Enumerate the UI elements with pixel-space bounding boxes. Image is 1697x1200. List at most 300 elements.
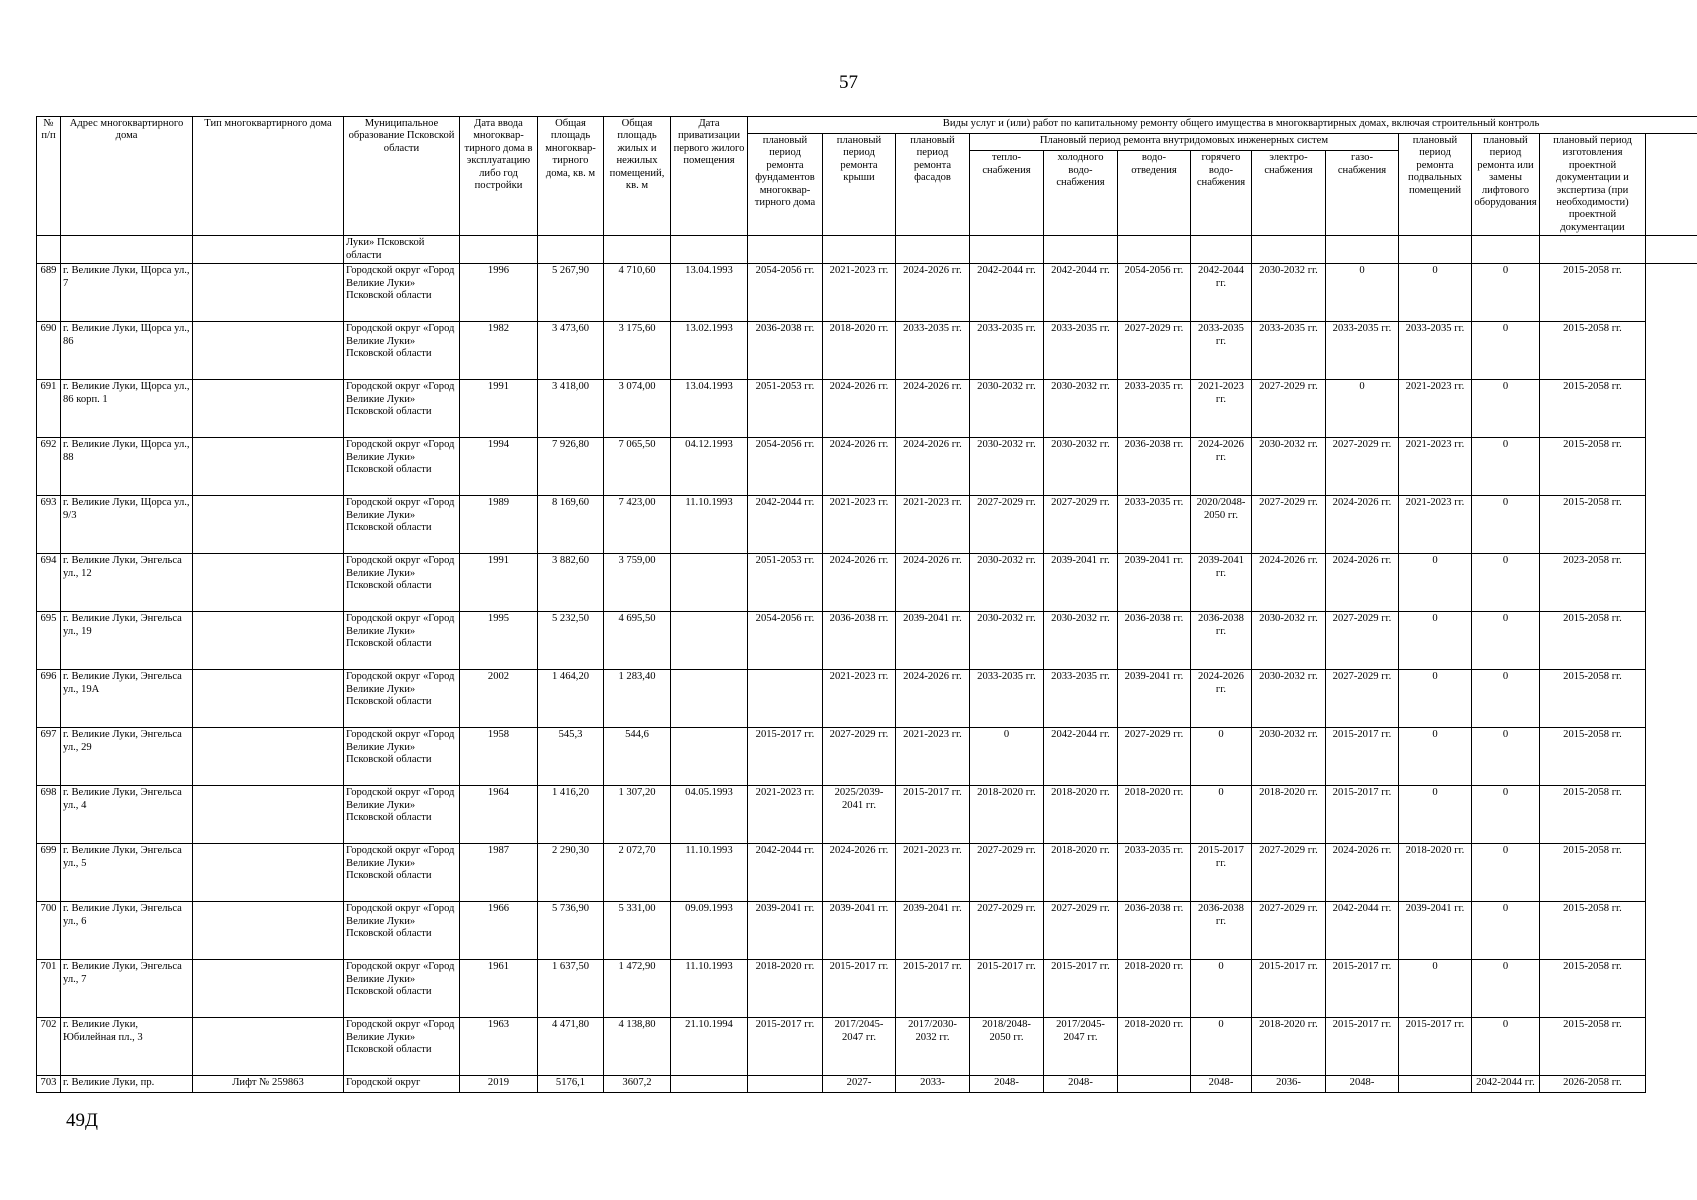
table-row — [37, 438, 1697, 496]
row-hot-water: 2039-2041 гг. — [1191, 554, 1252, 612]
row-hot-water: 2036-2038 гг. — [1191, 902, 1252, 960]
row-year: 1991 — [460, 554, 538, 612]
row-living-area: 5 331,00 — [604, 902, 671, 960]
header-total-area: Общая площадь многоквар-тирного дома, кв. м — [538, 117, 604, 236]
table-row — [37, 496, 1697, 554]
row-municipality: Городской округ «Город Великие Луки» Псковской области — [344, 786, 460, 844]
row-foundation — [748, 670, 823, 728]
row-living-area: 544,6 — [604, 728, 671, 786]
header-gas: газо-снабжения — [1326, 151, 1399, 236]
row-privatization-date: 11.10.1993 — [671, 960, 748, 1018]
row-foundation: 2021-2023 гг. — [748, 786, 823, 844]
row-total-area: 3 473,60 — [538, 322, 604, 380]
row-roof: 2021-2023 гг. — [823, 670, 896, 728]
row-sewer: 2039-2041 гг. — [1118, 670, 1191, 728]
row-living-area: 3 074,00 — [604, 380, 671, 438]
row-design-docs: 2023-2058 гг. — [1540, 554, 1646, 612]
row-roof: 2027-2029 гг. — [823, 728, 896, 786]
row-sewer — [1118, 1076, 1191, 1093]
row-gas: 0 — [1326, 380, 1399, 438]
row-elevator: 0 — [1472, 554, 1540, 612]
row-municipality: Городской округ «Город Великие Луки» Псковской области — [344, 902, 460, 960]
row-basement: 2021-2023 гг. — [1399, 438, 1472, 496]
row-heat: 2027-2029 гг. — [970, 902, 1044, 960]
row-total-area: 3 882,60 — [538, 554, 604, 612]
row-sewer: 2036-2038 гг. — [1118, 902, 1191, 960]
row-living-area: 3 759,00 — [604, 554, 671, 612]
row-gas: 2027-2029 гг. — [1326, 670, 1399, 728]
table-row — [37, 1076, 1697, 1093]
row-municipality: Городской округ «Город Великие Луки» Псковской области — [344, 670, 460, 728]
row-gas: 2024-2026 гг. — [1326, 496, 1399, 554]
row-design-docs: 2015-2058 гг. — [1540, 728, 1646, 786]
row-address: г. Великие Луки, Щорса ул., 86 — [61, 322, 193, 380]
row-roof: 2024-2026 гг. — [823, 554, 896, 612]
row-cold-water: 2027-2029 гг. — [1044, 902, 1118, 960]
header-cold-water: холодного водо-снабжения — [1044, 151, 1118, 236]
row-privatization-date: 04.05.1993 — [671, 786, 748, 844]
row-type — [193, 844, 344, 902]
row-sewer: 2027-2029 гг. — [1118, 322, 1191, 380]
row-foundation: 2039-2041 гг. — [748, 902, 823, 960]
row-heat: 2027-2029 гг. — [970, 844, 1044, 902]
row-living-area: 1 307,20 — [604, 786, 671, 844]
row-living-area: 3607,2 — [604, 1076, 671, 1093]
row-total-area: 4 471,80 — [538, 1018, 604, 1076]
row-total-area: 1 637,50 — [538, 960, 604, 1018]
row-electric: 2018-2020 гг. — [1252, 1018, 1326, 1076]
row-design-docs: 2015-2058 гг. — [1540, 264, 1646, 322]
table-row — [37, 380, 1697, 438]
row-num: 694 — [37, 554, 61, 612]
row-basement: 2033-2035 гг. — [1399, 322, 1472, 380]
row-privatization-date: 11.10.1993 — [671, 844, 748, 902]
row-sewer: 2018-2020 гг. — [1118, 1018, 1191, 1076]
row-total-area: 7 926,80 — [538, 438, 604, 496]
row-total-area: 3 418,00 — [538, 380, 604, 438]
row-year: 1995 — [460, 612, 538, 670]
row-design-docs: 2015-2058 гг. — [1540, 438, 1646, 496]
row-heat: 0 — [970, 728, 1044, 786]
row-total-area: 545,3 — [538, 728, 604, 786]
row-hot-water: 2021-2023 гг. — [1191, 380, 1252, 438]
row-foundation: 2015-2017 гг. — [748, 1018, 823, 1076]
row-num: 697 — [37, 728, 61, 786]
row-electric: 2030-2032 гг. — [1252, 728, 1326, 786]
row-electric: 2018-2020 гг. — [1252, 786, 1326, 844]
row-hot-water: 0 — [1191, 728, 1252, 786]
row-heat: 2015-2017 гг. — [970, 960, 1044, 1018]
row-cold-water: 2042-2044 гг. — [1044, 728, 1118, 786]
row-cold-water: 2017/2045-2047 гг. — [1044, 1018, 1118, 1076]
row-hot-water: 2048- — [1191, 1076, 1252, 1093]
row-cold-water: 2030-2032 гг. — [1044, 380, 1118, 438]
header-heat: тепло-снабжения — [970, 151, 1044, 236]
row-hot-water: 2020/2048-2050 гг. — [1191, 496, 1252, 554]
row-cold-water: 2030-2032 гг. — [1044, 612, 1118, 670]
header-facade: плановый период ремонта фасадов — [896, 134, 970, 236]
row-address: г. Великие Луки, Энгельса ул., 6 — [61, 902, 193, 960]
row-cold-water: 2030-2032 гг. — [1044, 438, 1118, 496]
row-year: 1964 — [460, 786, 538, 844]
row-sewer: 2033-2035 гг. — [1118, 496, 1191, 554]
header-living-area: Общая площадь жилых и нежилых помещений, кв. м — [604, 117, 671, 236]
row-sewer: 2036-2038 гг. — [1118, 438, 1191, 496]
row-gas: 2015-2017 гг. — [1326, 960, 1399, 1018]
row-basement: 0 — [1399, 554, 1472, 612]
header-address: Адрес многоквартирного дома — [61, 117, 193, 236]
row-basement: 0 — [1399, 960, 1472, 1018]
table-row — [37, 844, 1697, 902]
row-heat: 2030-2032 гг. — [970, 380, 1044, 438]
row-cold-water: 2042-2044 гг. — [1044, 264, 1118, 322]
row-facade: 2024-2026 гг. — [896, 380, 970, 438]
header-design-docs: плановый период изготовления проектной документации и экспертиза (при необходимости) проектной документации — [1540, 134, 1646, 236]
row-living-area: 2 072,70 — [604, 844, 671, 902]
row-living-area: 7 065,50 — [604, 438, 671, 496]
row-basement: 0 — [1399, 264, 1472, 322]
row-elevator: 0 — [1472, 728, 1540, 786]
table-row — [37, 554, 1697, 612]
header-basement: плановый период ремонта подвальных помещений — [1399, 134, 1472, 236]
row-municipality: Городской округ «Город Великие Луки» Псковской области — [344, 844, 460, 902]
row-heat: 2018/2048-2050 гг. — [970, 1018, 1044, 1076]
row-electric: 2030-2032 гг. — [1252, 612, 1326, 670]
row-type — [193, 438, 344, 496]
row-heat: 2030-2032 гг. — [970, 554, 1044, 612]
row-basement: 0 — [1399, 612, 1472, 670]
row-year: 2019 — [460, 1076, 538, 1093]
row-roof: 2021-2023 гг. — [823, 264, 896, 322]
row-basement: 2039-2041 гг. — [1399, 902, 1472, 960]
row-year: 1989 — [460, 496, 538, 554]
row-total-area: 8 169,60 — [538, 496, 604, 554]
row-type — [193, 264, 344, 322]
row-year: 1991 — [460, 380, 538, 438]
row-sewer: 2033-2035 гг. — [1118, 380, 1191, 438]
row-roof: 2024-2026 гг. — [823, 844, 896, 902]
row-foundation: 2042-2044 гг. — [748, 844, 823, 902]
row-facade: 2021-2023 гг. — [896, 496, 970, 554]
row-sewer: 2039-2041 гг. — [1118, 554, 1191, 612]
header-works-group: Виды услуг и (или) работ по капитальному ремонту общего имущества в многоквартирных домах, включая строительный контроль — [748, 117, 1697, 134]
row-foundation: 2036-2038 гг. — [748, 322, 823, 380]
row-elevator: 0 — [1472, 786, 1540, 844]
row-privatization-date — [671, 670, 748, 728]
row-address: г. Великие Луки, Юбилейная пл., 3 — [61, 1018, 193, 1076]
row-year: 1963 — [460, 1018, 538, 1076]
row-municipality: Городской округ «Город Великие Луки» Псковской области — [344, 380, 460, 438]
row-privatization-date: 13.04.1993 — [671, 264, 748, 322]
row-foundation: 2051-2053 гг. — [748, 380, 823, 438]
header-sewer: водо-отведения — [1118, 151, 1191, 236]
footer-code: 49Д — [66, 1110, 98, 1131]
row-total-area: 5 267,90 — [538, 264, 604, 322]
row-type — [193, 902, 344, 960]
row-roof: 2015-2017 гг. — [823, 960, 896, 1018]
row-elevator: 0 — [1472, 844, 1540, 902]
row-num: 691 — [37, 380, 61, 438]
row-facade: 2021-2023 гг. — [896, 844, 970, 902]
row-basement: 2021-2023 гг. — [1399, 380, 1472, 438]
row-cold-water: 2033-2035 гг. — [1044, 670, 1118, 728]
row-electric: 2027-2029 гг. — [1252, 902, 1326, 960]
row-num: 701 — [37, 960, 61, 1018]
row-privatization-date — [671, 554, 748, 612]
row-address: г. Великие Луки, пр. — [61, 1076, 193, 1093]
row-municipality: Городской округ «Город Великие Луки» Псковской области — [344, 322, 460, 380]
row-num: 695 — [37, 612, 61, 670]
row-electric: 2033-2035 гг. — [1252, 322, 1326, 380]
table-row — [37, 322, 1697, 380]
row-municipality: Городской округ «Город Великие Луки» Псковской области — [344, 960, 460, 1018]
row-cold-water: 2039-2041 гг. — [1044, 554, 1118, 612]
row-elevator: 0 — [1472, 902, 1540, 960]
row-gas: 2042-2044 гг. — [1326, 902, 1399, 960]
row-facade: 2033-2035 гг. — [896, 322, 970, 380]
row-type — [193, 786, 344, 844]
row-gas: 2027-2029 гг. — [1326, 438, 1399, 496]
row-living-area: 1 283,40 — [604, 670, 671, 728]
row-design-docs: 2015-2058 гг. — [1540, 496, 1646, 554]
row-privatization-date: 09.09.1993 — [671, 902, 748, 960]
row-elevator: 0 — [1472, 960, 1540, 1018]
table-row — [37, 902, 1697, 960]
row-type — [193, 1018, 344, 1076]
row-design-docs: 2015-2058 гг. — [1540, 612, 1646, 670]
row-facade: 2015-2017 гг. — [896, 786, 970, 844]
row-hot-water: 2042-2044 гг. — [1191, 264, 1252, 322]
row-gas: 2015-2017 гг. — [1326, 728, 1399, 786]
row-sewer: 2054-2056 гг. — [1118, 264, 1191, 322]
row-basement: 2015-2017 гг. — [1399, 1018, 1472, 1076]
page-number: 57 — [839, 72, 858, 93]
row-electric: 2027-2029 гг. — [1252, 496, 1326, 554]
row-roof: 2021-2023 гг. — [823, 496, 896, 554]
row-privatization-date — [671, 1076, 748, 1093]
row-num: 703 — [37, 1076, 61, 1093]
header-systems-group: Плановый период ремонта внутридомовых инженерных систем — [970, 134, 1399, 151]
row-foundation: 2054-2056 гг. — [748, 438, 823, 496]
row-year: 2002 — [460, 670, 538, 728]
row-cold-water: 2018-2020 гг. — [1044, 786, 1118, 844]
row-heat: 2030-2032 гг. — [970, 438, 1044, 496]
row-type — [193, 728, 344, 786]
row-municipality: Городской округ «Город Великие Луки» Псковской области — [344, 1018, 460, 1076]
row-cold-water: 2027-2029 гг. — [1044, 496, 1118, 554]
row-municipality: Городской округ «Город Великие Луки» Псковской области — [344, 612, 460, 670]
row-living-area: 4 710,60 — [604, 264, 671, 322]
row-sewer: 2036-2038 гг. — [1118, 612, 1191, 670]
row-foundation: 2051-2053 гг. — [748, 554, 823, 612]
header-num: № п/п — [37, 117, 61, 236]
row-address: г. Великие Луки, Энгельса ул., 19А — [61, 670, 193, 728]
row-num: 692 — [37, 438, 61, 496]
row-municipality: Городской округ — [344, 1076, 460, 1093]
row-design-docs: 2015-2058 гг. — [1540, 960, 1646, 1018]
row-address: г. Великие Луки, Энгельса ул., 19 — [61, 612, 193, 670]
row-foundation: 2042-2044 гг. — [748, 496, 823, 554]
row-elevator: 0 — [1472, 670, 1540, 728]
row-privatization-date: 21.10.1994 — [671, 1018, 748, 1076]
row-design-docs: 2015-2058 гг. — [1540, 380, 1646, 438]
row-address: г. Великие Луки, Энгельса ул., 7 — [61, 960, 193, 1018]
row-address: г. Великие Луки, Щорса ул., 88 — [61, 438, 193, 496]
row-electric: 2030-2032 гг. — [1252, 670, 1326, 728]
header-hot-water: горячего водо-снабжения — [1191, 151, 1252, 236]
row-design-docs: 2015-2058 гг. — [1540, 1018, 1646, 1076]
row-elevator: 0 — [1472, 380, 1540, 438]
row-electric: 2030-2032 гг. — [1252, 438, 1326, 496]
row-type — [193, 380, 344, 438]
row-type — [193, 496, 344, 554]
row-electric: 2024-2026 гг. — [1252, 554, 1326, 612]
table-row — [37, 670, 1697, 728]
row-facade: 2033- — [896, 1076, 970, 1093]
row-elevator: 0 — [1472, 1018, 1540, 1076]
row-design-docs: 2015-2058 гг. — [1540, 844, 1646, 902]
row-basement: 2018-2020 гг. — [1399, 844, 1472, 902]
header-electric: электро-снабжения — [1252, 151, 1326, 236]
row-elevator: 0 — [1472, 322, 1540, 380]
row-foundation — [748, 1076, 823, 1093]
header-municipality: Муниципальное образование Псковской области — [344, 117, 460, 236]
row-living-area: 3 175,60 — [604, 322, 671, 380]
row-total-area: 1 416,20 — [538, 786, 604, 844]
row-hot-water: 2036-2038 гг. — [1191, 612, 1252, 670]
row-privatization-date: 13.04.1993 — [671, 380, 748, 438]
row-heat: 2030-2032 гг. — [970, 612, 1044, 670]
row-address: г. Великие Луки, Энгельса ул., 29 — [61, 728, 193, 786]
row-electric: 2015-2017 гг. — [1252, 960, 1326, 1018]
row-gas: 2033-2035 гг. — [1326, 322, 1399, 380]
row-facade: 2039-2041 гг. — [896, 612, 970, 670]
row-foundation: 2018-2020 гг. — [748, 960, 823, 1018]
row-year: 1987 — [460, 844, 538, 902]
row-hot-water: 0 — [1191, 1018, 1252, 1076]
row-year: 1958 — [460, 728, 538, 786]
continuation-municipality: Луки» Псковской области — [344, 236, 460, 264]
row-foundation: 2015-2017 гг. — [748, 728, 823, 786]
row-hot-water: 2024-2026 гг. — [1191, 670, 1252, 728]
row-gas: 0 — [1326, 264, 1399, 322]
row-type — [193, 670, 344, 728]
row-sewer: 2027-2029 гг. — [1118, 728, 1191, 786]
row-num: 698 — [37, 786, 61, 844]
row-cold-water: 2015-2017 гг. — [1044, 960, 1118, 1018]
row-privatization-date: 13.02.1993 — [671, 322, 748, 380]
row-total-area: 5 736,90 — [538, 902, 604, 960]
header-privatization-date: Дата приватизации первого жилого помещения — [671, 117, 748, 236]
table-row — [37, 1018, 1697, 1076]
row-heat: 2033-2035 гг. — [970, 322, 1044, 380]
row-hot-water: 2024-2026 гг. — [1191, 438, 1252, 496]
row-facade: 2021-2023 гг. — [896, 728, 970, 786]
row-type — [193, 322, 344, 380]
row-roof: 2025/2039-2041 гг. — [823, 786, 896, 844]
row-gas: 2015-2017 гг. — [1326, 786, 1399, 844]
row-privatization-date — [671, 612, 748, 670]
row-address: г. Великие Луки, Энгельса ул., 4 — [61, 786, 193, 844]
row-sewer: 2018-2020 гг. — [1118, 786, 1191, 844]
row-roof: 2024-2026 гг. — [823, 438, 896, 496]
row-privatization-date: 04.12.1993 — [671, 438, 748, 496]
row-electric: 2027-2029 гг. — [1252, 844, 1326, 902]
row-living-area: 4 695,50 — [604, 612, 671, 670]
row-roof: 2027- — [823, 1076, 896, 1093]
row-elevator: 0 — [1472, 612, 1540, 670]
row-roof: 2018-2020 гг. — [823, 322, 896, 380]
row-heat: 2042-2044 гг. — [970, 264, 1044, 322]
row-address: г. Великие Луки, Энгельса ул., 12 — [61, 554, 193, 612]
row-num: 696 — [37, 670, 61, 728]
row-foundation: 2054-2056 гг. — [748, 612, 823, 670]
continuation-row — [37, 236, 1697, 264]
row-num: 699 — [37, 844, 61, 902]
row-living-area: 4 138,80 — [604, 1018, 671, 1076]
row-electric: 2027-2029 гг. — [1252, 380, 1326, 438]
row-design-docs: 2015-2058 гг. — [1540, 670, 1646, 728]
table-row — [37, 786, 1697, 844]
row-living-area: 1 472,90 — [604, 960, 671, 1018]
row-heat: 2018-2020 гг. — [970, 786, 1044, 844]
row-year: 1966 — [460, 902, 538, 960]
row-heat: 2033-2035 гг. — [970, 670, 1044, 728]
row-gas: 2048- — [1326, 1076, 1399, 1093]
row-privatization-date: 11.10.1993 — [671, 496, 748, 554]
row-facade: 2039-2041 гг. — [896, 902, 970, 960]
row-type — [193, 960, 344, 1018]
header-type: Тип многоквартирного дома — [193, 117, 344, 236]
row-roof: 2017/2045-2047 гг. — [823, 1018, 896, 1076]
row-cold-water: 2033-2035 гг. — [1044, 322, 1118, 380]
row-num: 700 — [37, 902, 61, 960]
row-basement: 0 — [1399, 670, 1472, 728]
row-municipality: Городской округ «Город Великие Луки» Псковской области — [344, 438, 460, 496]
row-year: 1994 — [460, 438, 538, 496]
table-row — [37, 960, 1697, 1018]
row-privatization-date — [671, 728, 748, 786]
capital-repair-table — [36, 116, 1697, 1093]
header-roof: плановый период ремонта крыши — [823, 134, 896, 236]
row-basement — [1399, 1076, 1472, 1093]
row-municipality: Городской округ «Город Великие Луки» Псковской области — [344, 496, 460, 554]
row-roof: 2024-2026 гг. — [823, 380, 896, 438]
row-municipality: Городской округ «Город Великие Луки» Псковской области — [344, 728, 460, 786]
table-row — [37, 728, 1697, 786]
row-elevator: 2042-2044 гг. — [1472, 1076, 1540, 1093]
row-cold-water: 2048- — [1044, 1076, 1118, 1093]
row-electric: 2030-2032 гг. — [1252, 264, 1326, 322]
row-num: 689 — [37, 264, 61, 322]
row-num: 690 — [37, 322, 61, 380]
row-facade: 2024-2026 гг. — [896, 438, 970, 496]
row-design-docs: 2015-2058 гг. — [1540, 902, 1646, 960]
row-num: 702 — [37, 1018, 61, 1076]
row-design-docs: 2026-2058 гг. — [1540, 1076, 1646, 1093]
row-address: г. Великие Луки, Щорса ул., 7 — [61, 264, 193, 322]
row-elevator: 0 — [1472, 438, 1540, 496]
row-address: г. Великие Луки, Энгельса ул., 5 — [61, 844, 193, 902]
row-municipality: Городской округ «Город Великие Луки» Псковской области — [344, 554, 460, 612]
row-gas: 2024-2026 гг. — [1326, 554, 1399, 612]
table-row — [37, 612, 1697, 670]
row-facade: 2024-2026 гг. — [896, 264, 970, 322]
row-gas: 2015-2017 гг. — [1326, 1018, 1399, 1076]
row-total-area: 1 464,20 — [538, 670, 604, 728]
header-commission-date: Дата ввода многоквар-тирного дома в эксплуатацию либо год постройки — [460, 117, 538, 236]
row-heat: 2027-2029 гг. — [970, 496, 1044, 554]
